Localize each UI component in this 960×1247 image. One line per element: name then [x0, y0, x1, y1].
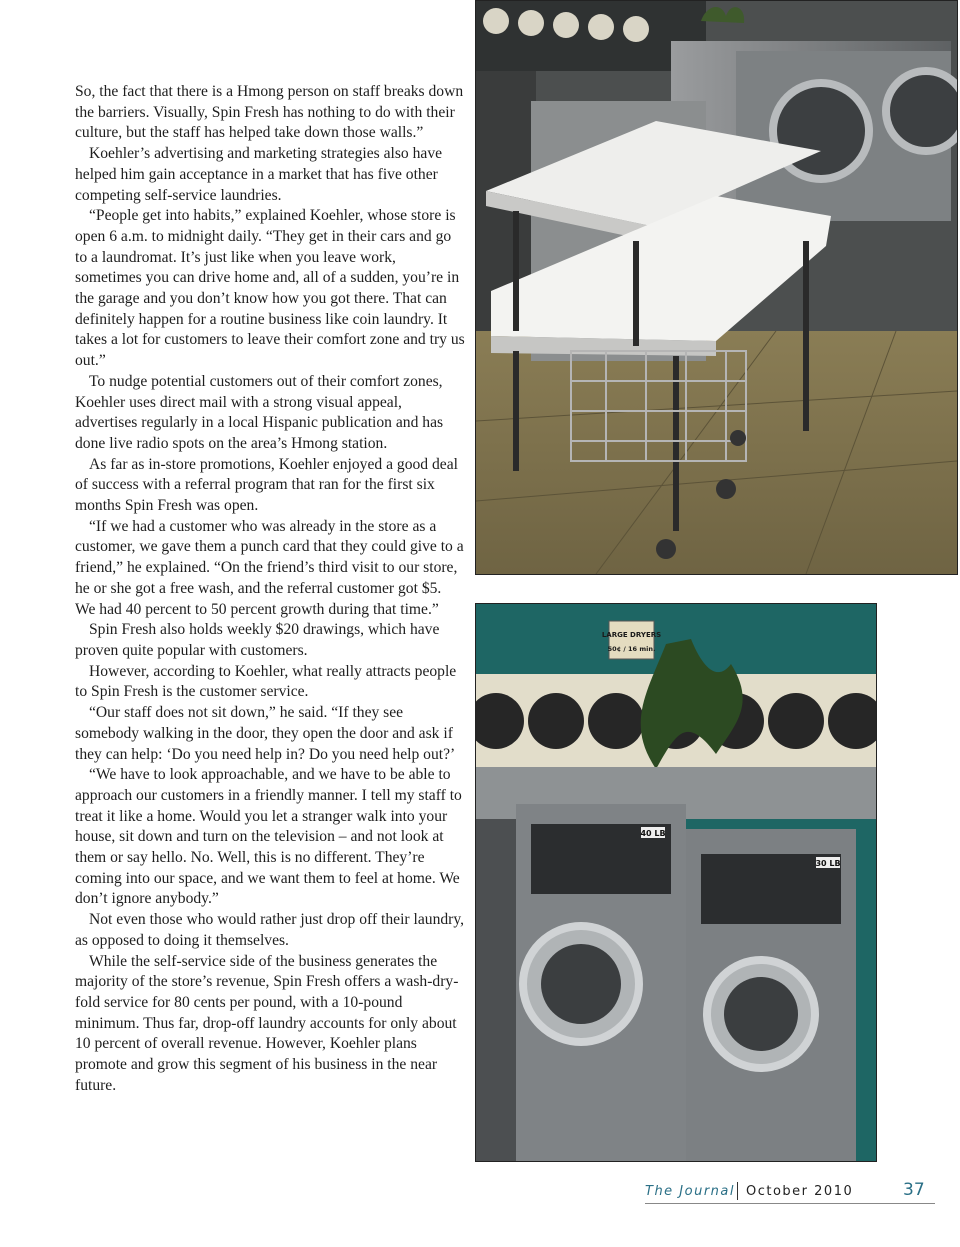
- paragraph: “People get into habits,” explained Koehler, whose store is open 6 a.m. to midnight daily. “They get in their cars and go to a laundromat. It’s just like when you leave work, sometimes you can drive home and, all of a sudden, you’re in the garage and you don’t know how you got there. That can definitely happen for a routine business like coin laundry. It takes a lot for customers to leave their comfort zone and try us out.”: [75, 207, 465, 370]
- paragraph: Spin Fresh also holds weekly $20 drawings, which have proven quite popular with customers.: [75, 621, 440, 659]
- paragraph: “Our staff does not sit down,” he said. “If they see somebody walking in the door, they open the door and ask if they can help: ‘Do you need help in? Do you need help out?’: [75, 704, 456, 763]
- paragraph: While the self-service side of the business generates the majority of the store’s revenue, Spin Fresh offers a wash-dry-fold service for 80 cents per pound, with a 10-pound minimum. Thus far, drop-off laundry accounts for only about 10 percent of overall revenue. However, Koehler plans promote and grow this segment of his business in the near future.: [75, 952, 459, 1094]
- sign-line1: LARGE DRYERS: [601, 631, 662, 639]
- paragraph: As far as in-store promotions, Koehler enjoyed a good deal of success with a referral program that ran for the first six months Spin Fresh was open.: [75, 455, 458, 515]
- footer-issue-date: October 2010: [746, 1184, 854, 1199]
- footer-separator: [737, 1182, 738, 1200]
- page-number: 37: [903, 1180, 925, 1200]
- washer-tag-left: 40 LB: [640, 829, 666, 838]
- sign-line2: 50¢ / 16 min.: [607, 645, 656, 653]
- paragraph: To nudge potential customers out of their comfort zones, Koehler uses direct mail with a strong visual appeal, advertises regularly in a local Hispanic publication and has done live radio spots on the area’s Hmong station.: [75, 372, 444, 452]
- photo-folding-tables: [475, 0, 958, 575]
- paragraph: “If we had a customer who was already in the store as a customer, we gave them a punch card that they could give to a friend,” he explained. “On the friend’s third visit to our store, he or she got a free wash, and the referral customer got $5. We had 40 percent to 50 percent growth during that time.”: [75, 517, 464, 618]
- article-column: [75, 82, 465, 1096]
- washer-tag-right: 30 LB: [815, 859, 841, 868]
- paragraph: “We have to look approachable, and we have to be able to approach our customers in a friendly manner. I tell my staff to treat it like a home. Would you let a stranger walk into your house, sit down and turn on the television – and not look at them or say hello. No. Well, this is no different. They’re coming into our space, and we want them to feel at home. We don’t ignore anybody.”: [75, 766, 462, 908]
- page-footer: [645, 1180, 935, 1206]
- paragraph: Not even those who would rather just drop off their laundry, as opposed to doing it themselves.: [75, 911, 465, 949]
- photo-washers: [475, 603, 877, 1162]
- paragraph: However, according to Koehler, what really attracts people to Spin Fresh is the customer service.: [75, 662, 457, 701]
- paragraph: So, the fact that there is a Hmong person on staff breaks down the barriers. Visually, Spin Fresh has nothing to do with their culture, but the staff has helped take down those walls.”: [75, 83, 464, 142]
- footer-rule: [645, 1203, 935, 1204]
- footer-journal-name: The Journal: [645, 1184, 735, 1199]
- paragraph: Koehler’s advertising and marketing strategies also have helped him gain acceptance in a market that has five other competing self-service laundries.: [75, 145, 443, 204]
